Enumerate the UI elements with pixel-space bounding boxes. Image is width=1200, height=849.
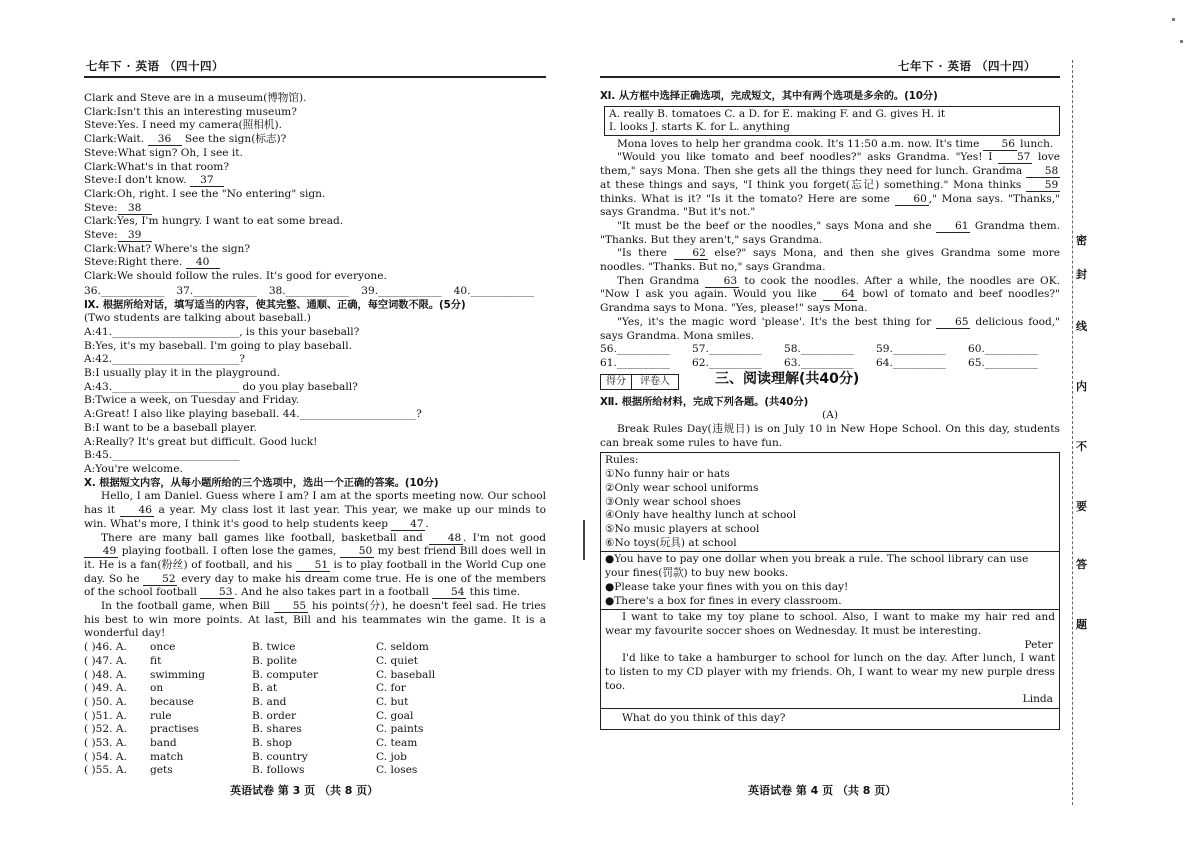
answer-slot: 61.__________: [600, 356, 670, 369]
section-9-line: B:I usually play it in the playground.: [84, 367, 281, 380]
peter-name: Peter: [1024, 638, 1053, 651]
blank-56: 56: [983, 139, 1017, 151]
option-a: band: [150, 737, 177, 750]
option-c: C. for: [376, 682, 406, 695]
question-number: ( )55. A.: [84, 764, 127, 777]
word-box-line: A. really B. tomatoes C. a D. for E. making F. and G. gives H. it: [609, 107, 946, 120]
blank-51: 51: [296, 560, 330, 572]
question-row: [84, 751, 546, 765]
blank-47: 47: [391, 519, 425, 531]
question-list: [84, 641, 546, 778]
answer-slot: 36.____________: [84, 284, 165, 297]
notes-list: [601, 552, 1059, 610]
question-number: ( )49. A.: [84, 682, 127, 695]
option-c: C. quiet: [376, 654, 418, 667]
section-9-title: Ⅸ. 根据所给对话，填写适当的内容，使其完整、通顺、正确，每空词数不限。(5分): [84, 299, 466, 311]
dialogue-line: Steve:What sign? Oh, I see it.: [84, 146, 243, 159]
option-a: once: [150, 641, 176, 654]
passage-paragraph: Hello, I am Daniel. Guess where I am? I am at the sports meeting now. Our school has it 46 a year. My class lost it last year. This year, we make up our minds to win. What's more, I think it's good to help students keep 47 .: [84, 490, 546, 530]
option-b: B. order: [252, 709, 297, 722]
blank-65: 65: [936, 317, 970, 329]
scan-speck: [1172, 18, 1175, 21]
answer-row-36-40: [84, 285, 546, 299]
dialogue-line: Clark:Isn't this an interesting museum?: [84, 105, 297, 118]
option-b: B. computer: [252, 668, 319, 681]
question-number: ( )53. A.: [84, 737, 127, 750]
option-c: C. but: [376, 695, 409, 708]
blank-53: 53: [200, 587, 234, 599]
dialogue-line: Steve:I don't know. 37: [84, 174, 546, 188]
option-c: C. goal: [376, 709, 414, 722]
section-9-line: (Two students are talking about baseball.): [84, 312, 311, 325]
question-row: [84, 723, 546, 737]
answer-slot: 58.__________: [784, 343, 854, 356]
section-10-title: Ⅹ. 根据短文内容，从每小题所给的三个选项中，选出一个正确的答案。(10分): [84, 477, 439, 489]
peter-quote: [601, 610, 1059, 709]
dialogue-line: Clark:What's in that room?: [84, 160, 230, 173]
seal-char: 要: [1076, 500, 1087, 513]
dialogue-line: Clark:Yes, I'm hungry. I want to eat some bread.: [84, 215, 344, 228]
blank-48: 48: [429, 533, 463, 545]
linda-name: Linda: [1022, 693, 1053, 706]
seal-line: [1072, 60, 1073, 805]
seal-char: 封: [1076, 268, 1087, 281]
rule-line: ⑥No toys(玩具) at school: [605, 536, 737, 549]
answer-row: [600, 357, 1060, 371]
note-line: ●Please take your fines with you on this day!: [605, 580, 849, 593]
question-row: [84, 764, 546, 778]
rules-box: [600, 452, 1060, 729]
option-b: B. at: [252, 682, 278, 695]
option-a: on: [150, 682, 164, 695]
option-a: swimming: [150, 668, 205, 681]
blank-52: 52: [143, 574, 177, 586]
question-number: ( )51. A.: [84, 709, 127, 722]
binding-mark: [583, 520, 585, 560]
score-label: 得分: [601, 375, 632, 389]
option-a: match: [150, 750, 184, 763]
right-footer: 英语试卷 第 4 页 （共 8 页）: [748, 784, 897, 797]
answer-slot: 65.__________: [968, 356, 1038, 369]
section-9-line: A:41.________________________, is this your baseball?: [84, 325, 360, 338]
note-line: ●You have to pay one dollar when you break a rule. The school library can use your fines(罚款) to buy new books.: [605, 553, 1029, 580]
option-b: B. polite: [252, 654, 297, 667]
seal-char: 密: [1076, 234, 1087, 247]
rules-list: [601, 453, 1059, 552]
section-9-dialogue: [84, 312, 546, 476]
option-c: C. job: [376, 750, 407, 763]
option-b: B. follows: [252, 764, 305, 777]
blank-61: 61: [936, 221, 970, 233]
seal-char: 题: [1076, 618, 1087, 631]
dialogue-line: Clark:We should follow the rules. It's good for everyone.: [84, 270, 387, 283]
cloze-passage-right: [600, 138, 1060, 344]
passage-paragraph: "It must be the beef or the noodles," says Mona and she 61 Grandma them. "Thanks. But they aren't," says Grandma.: [600, 219, 1060, 246]
section-9-line: A:43.________________________ do you play baseball?: [84, 380, 358, 393]
question-row: [84, 682, 546, 696]
blank-54: 54: [432, 587, 466, 599]
option-b: B. country: [252, 750, 308, 763]
section-9-line: A:42.________________________?: [84, 353, 245, 366]
question-number: ( )47. A.: [84, 654, 127, 667]
answer-slot: 59.__________: [876, 343, 946, 356]
score-box: [600, 374, 679, 390]
dialogue-line: Steve: 39: [84, 229, 546, 243]
dialogue-line: Clark:Oh, right. I see the "No entering" sign.: [84, 187, 326, 200]
passage-paragraph: Then Grandma 63 to cook the noodles. After a while, the noodles are OK. "Now I ask you again. Would you like 64 bowl of tomato and beef noodles?" Grandma says to Mona. "Yes, please!" says Mona.: [600, 274, 1060, 315]
option-b: B. and: [252, 695, 287, 708]
seal-char: 线: [1076, 320, 1087, 333]
option-c: C. team: [376, 737, 418, 750]
blank-59: 59: [1026, 180, 1060, 192]
question-row: [84, 669, 546, 683]
question-number: ( )50. A.: [84, 695, 127, 708]
scan-speck: [1180, 40, 1183, 43]
answer-slot: 40.____________: [453, 284, 535, 297]
blank-58: 58: [1026, 166, 1060, 178]
blank-37: 37: [190, 175, 224, 187]
blank-62: 62: [674, 248, 708, 260]
answer-slot: 56.__________: [600, 343, 670, 356]
note-line: ●There's a box for fines in every classroom.: [605, 594, 842, 607]
left-page: [84, 92, 546, 837]
blank-46: 46: [120, 505, 154, 517]
blank-60: 60: [895, 194, 929, 206]
seal-char: 内: [1076, 380, 1087, 393]
dialogue-line: Clark:Wait. 36 See the sign(标志)?: [84, 133, 287, 146]
rule-line: ③Only wear school shoes: [605, 495, 741, 508]
left-header-rule: [84, 76, 546, 78]
dialogue-line: Steve:Yes. I need my camera(照相机).: [84, 119, 282, 132]
question-number: ( )52. A.: [84, 723, 127, 736]
rule-line: ①No funny hair or hats: [605, 468, 730, 481]
blank-55: 55: [274, 601, 308, 613]
seal-char: 不: [1076, 440, 1087, 453]
option-b: B. shop: [252, 737, 292, 750]
answer-slot: 62.__________: [692, 356, 762, 369]
option-c: C. loses: [376, 764, 418, 777]
right-page: [600, 90, 1060, 835]
word-option-box: [604, 106, 1060, 136]
question-row: [84, 737, 546, 751]
answer-rows-56-65: [600, 343, 1060, 370]
rule-line: Rules:: [605, 454, 639, 467]
question-text: What do you think of this day?: [621, 712, 786, 725]
seal-char: 答: [1076, 558, 1087, 571]
option-b: B. shares: [252, 723, 302, 736]
question-row: [84, 696, 546, 710]
option-a: because: [150, 695, 194, 708]
option-b: B. twice: [252, 641, 296, 654]
passage-paragraph: "Is there 62 else?" says Mona, and then she gives Grandma some more noodles. "Thanks. But no," says Grandma.: [600, 247, 1060, 274]
dialogue-line: Steve:Right there. 40: [84, 256, 546, 270]
option-c: C. seldom: [376, 641, 429, 654]
part-3-title: 三、阅读理解(共40分): [715, 371, 860, 388]
question-number: ( )54. A.: [84, 750, 127, 763]
answer-row: [600, 343, 1060, 357]
passage-paragraph: "Yes, it's the magic word 'please'. It's the best thing for 65 delicious food," says Grandma. Mona smiles.: [600, 315, 1060, 342]
passage-paragraph: There are many ball games like football, basketball and 48 . I'm not good 49 playing football. I often lose the games, 50 my best friend Bill does well in it. He is a fan(粉丝) of football, and his 51 is to play football in the World Cup one day. So he 52 every day to make his dream come true. He is one of the members of the school football 53 . And he also takes part in a football 54 this time.: [84, 531, 546, 599]
passage-intro: Break Rules Day(违规日) is on July 10 in New Hope School. On this day, students can break some rules to have fun.: [600, 423, 1060, 449]
left-header: 七年下 · 英语 （四十四）: [86, 59, 225, 73]
option-a: practises: [150, 723, 199, 736]
answer-slot: 37.____________: [176, 284, 257, 297]
answer-slot: 39.____________: [361, 284, 442, 297]
left-footer: 英语试卷 第 3 页 （共 8 页）: [230, 784, 379, 797]
section-9-line: B:I want to be a baseball player.: [84, 421, 257, 434]
section-9-line: A:You're welcome.: [84, 462, 183, 475]
answer-slot: 60.__________: [968, 343, 1038, 356]
blank-39: 39: [118, 230, 152, 242]
blank-49: 49: [84, 546, 118, 558]
option-c: C. paints: [376, 723, 424, 736]
section-9-line: A:Really? It's great but difficult. Good luck!: [84, 435, 318, 448]
linda-text: I'd like to take a hamburger to school for lunch on the day. After lunch, I want to listen to my CD player with my friends. Oh, I want to wear my new purple dress too.: [605, 652, 1055, 692]
blank-63: 63: [705, 276, 739, 288]
question-number: ( )48. A.: [84, 668, 127, 681]
answer-slot: 64.__________: [876, 356, 946, 369]
section-9-line: B:Twice a week, on Tuesday and Friday.: [84, 394, 300, 407]
dialogue-line: Steve: 38: [84, 202, 546, 216]
rule-line: ②Only wear school uniforms: [605, 481, 759, 494]
option-c: C. baseball: [376, 668, 436, 681]
rule-line: ④Only have healthy lunch at school: [605, 509, 797, 522]
passage-paragraph: "Would you like tomato and beef noodles?" asks Grandma. "Yes! I 57 love them," says Mona. Then she gets all the things they need for lunch. Grandma 58 at these things and says, "I think you forget(忘记) something." Mona thinks 59 thinks. What is it? "Is it the tomato? Here are some 60 ," Mona says. "Thanks," says Grandma. "But it's not.": [600, 151, 1060, 219]
word-box-line: I. looks J. starts K. for L. anything: [609, 120, 790, 133]
section-9-line: A:Great! I also like playing baseball. 44.______________________?: [84, 408, 422, 421]
option-a: rule: [150, 709, 172, 722]
answer-slot: 57.__________: [692, 343, 762, 356]
passage-paragraph: In the football game, when Bill 55 his points(分), he doesn't feel sad. He tries his best to win more points. At last, Bill and his teammates win the game. It is a wonderful day!: [84, 600, 546, 640]
dialogue-line: Clark:What? Where's the sign?: [84, 242, 251, 255]
rule-line: ⑤No music players at school: [605, 522, 760, 535]
option-a: fit: [150, 654, 162, 667]
section-9-line: B:Yes, it's my baseball. I'm going to play baseball.: [84, 339, 352, 352]
question-number: ( )46. A.: [84, 641, 127, 654]
blank-50: 50: [340, 546, 374, 558]
right-header-rule: [600, 76, 1060, 78]
section-12-title: Ⅻ. 根据所给材料，完成下列各题。(共40分): [600, 396, 809, 408]
blank-57: 57: [998, 152, 1032, 164]
grader-label: 评卷人: [640, 375, 670, 387]
option-a: gets: [150, 764, 173, 777]
blank-64: 64: [823, 289, 857, 301]
cloze-passage-left: [84, 490, 546, 641]
answer-slot: 38.____________: [268, 284, 350, 297]
question-row: [84, 641, 546, 655]
section-11-title: Ⅺ. 从方框中选择正确选项，完成短文，其中有两个选项是多余的。(10分): [600, 91, 938, 102]
section-9-line: B:45.________________________: [84, 449, 240, 462]
passage-paragraph: Mona loves to help her grandma cook. It's 11:50 a.m. now. It's time 56 lunch.: [616, 137, 1054, 150]
right-header: 七年下 · 英语 （四十四）: [898, 59, 1037, 73]
score-area: [600, 371, 1060, 390]
dialogue: [84, 92, 546, 284]
question-row: [84, 655, 546, 669]
passage-label: (A): [822, 409, 838, 422]
blank-36: 36: [148, 134, 182, 146]
peter-text: I want to take my toy plane to school. Also, I want to make my hair red and wear my favourite soccer shoes on Wednesday. It must be interesting.: [605, 611, 1055, 637]
question-row: [84, 710, 546, 724]
dialogue-line: Clark and Steve are in a museum(博物馆).: [84, 92, 307, 104]
blank-38: 38: [118, 203, 152, 215]
answer-slot: 63.__________: [784, 356, 854, 369]
blank-40: 40: [186, 257, 220, 269]
